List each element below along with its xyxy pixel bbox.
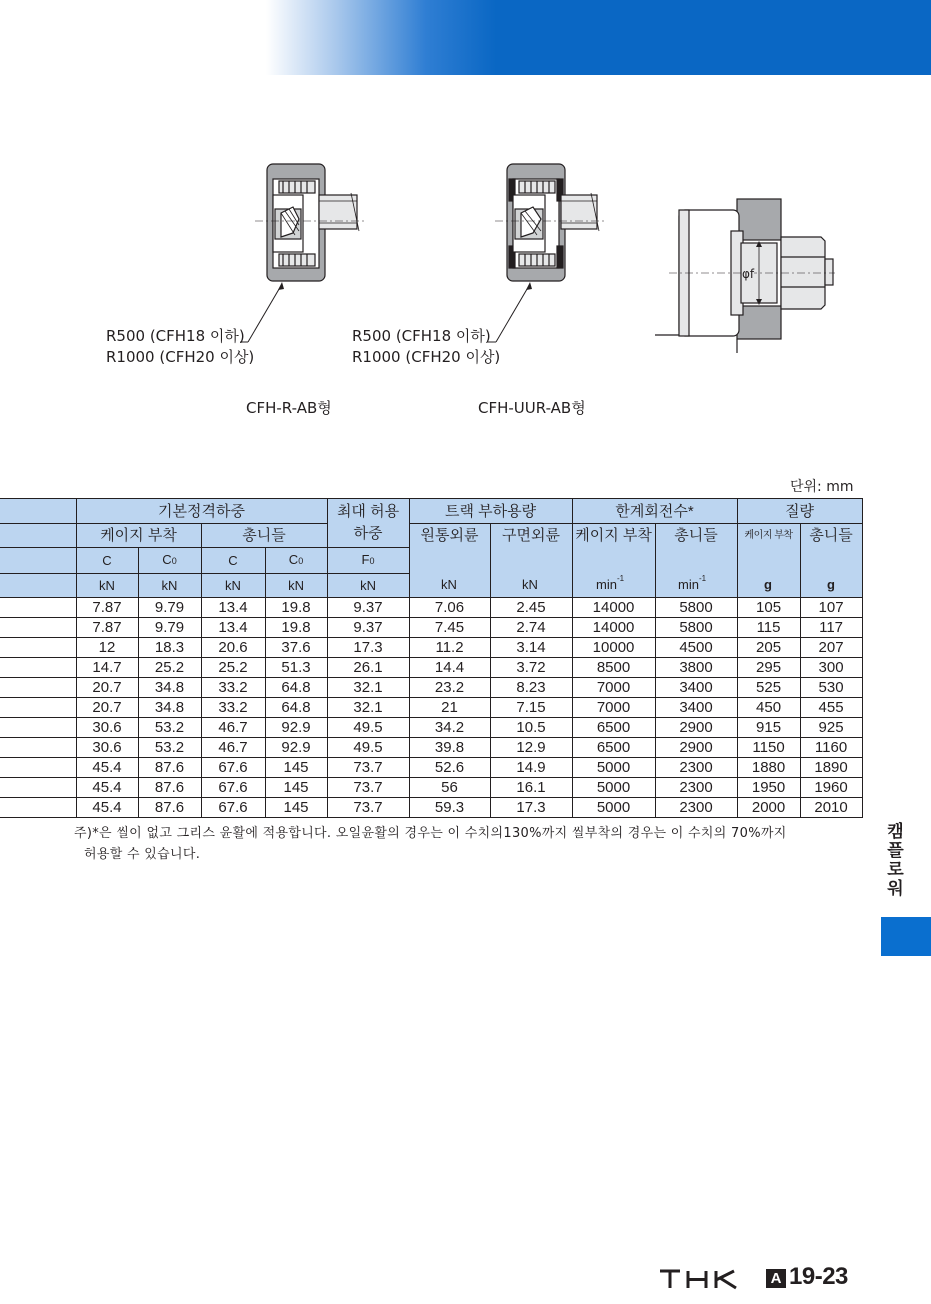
table-row bbox=[0, 698, 862, 718]
table-cell: 1950 bbox=[737, 778, 800, 798]
model-header-cell bbox=[0, 499, 76, 524]
table-cell: 53.2 bbox=[138, 738, 201, 758]
unit-kn: kN bbox=[522, 577, 538, 592]
table-cell: 2900 bbox=[655, 738, 737, 758]
spherical-header: 구면외륜 bbox=[490, 524, 572, 598]
symbol-c0-cage-sub: 0 bbox=[171, 556, 177, 566]
table-cell: 37.6 bbox=[265, 638, 327, 658]
table-cell: 295 bbox=[737, 658, 800, 678]
table-cell: 34.2 bbox=[409, 718, 490, 738]
table-cell: 32.1 bbox=[327, 698, 409, 718]
speed-full-header: 총니들 bbox=[655, 524, 737, 598]
table-cell: 8500 bbox=[572, 658, 655, 678]
row-model-cell bbox=[0, 618, 76, 638]
table-cell: 45.4 bbox=[76, 798, 138, 818]
unit-min-full bbox=[678, 574, 707, 592]
mass-cage-header: 케이지 부착 bbox=[737, 524, 800, 598]
table-cell: 51.3 bbox=[265, 658, 327, 678]
table-cell: 6500 bbox=[572, 738, 655, 758]
table-cell: 5000 bbox=[572, 798, 655, 818]
table-cell: 7.87 bbox=[76, 598, 138, 618]
table-cell: 1890 bbox=[800, 758, 862, 778]
table-cell: 1880 bbox=[737, 758, 800, 778]
table-cell: 20.7 bbox=[76, 678, 138, 698]
table-cell: 145 bbox=[265, 798, 327, 818]
table-cell: 525 bbox=[737, 678, 800, 698]
max-load-header bbox=[327, 499, 409, 548]
speed-limit-header: 한계회전수* bbox=[572, 499, 737, 524]
table-cell: 26.1 bbox=[327, 658, 409, 678]
table-cell: 115 bbox=[737, 618, 800, 638]
table-cell: 10000 bbox=[572, 638, 655, 658]
footnote-line-2: 허용할 수 있습니다. bbox=[84, 847, 201, 862]
table-cell: 14000 bbox=[572, 598, 655, 618]
table-cell: 1160 bbox=[800, 738, 862, 758]
table-cell: 2900 bbox=[655, 718, 737, 738]
symbol-c0-cage bbox=[138, 548, 201, 574]
row-model-cell bbox=[0, 718, 76, 738]
table-row bbox=[0, 638, 862, 658]
row-model-cell bbox=[0, 698, 76, 718]
symbol-c0-full-sub: 0 bbox=[298, 556, 304, 566]
table-cell: 105 bbox=[737, 598, 800, 618]
table-cell: 53.2 bbox=[138, 718, 201, 738]
table-cell: 530 bbox=[800, 678, 862, 698]
table-cell: 39.8 bbox=[409, 738, 490, 758]
symbol-f0-sub: 0 bbox=[369, 556, 375, 566]
max-load-header-line-2: 하중 bbox=[353, 525, 383, 542]
full-roller-header: 총니들 bbox=[201, 524, 327, 548]
unit-kn: kN bbox=[441, 577, 457, 592]
unit-g-full: g bbox=[827, 577, 835, 592]
table-cell: 33.2 bbox=[201, 678, 265, 698]
cfh-r-ab-drawing bbox=[255, 155, 365, 290]
table-cell: 7000 bbox=[572, 678, 655, 698]
unit-min-exp: -1 bbox=[698, 574, 707, 583]
table-cell: 46.7 bbox=[201, 738, 265, 758]
table-cell: 67.6 bbox=[201, 778, 265, 798]
table-cell: 13.4 bbox=[201, 618, 265, 638]
cage-header: 케이지 부착 bbox=[76, 524, 201, 548]
left-radius-line-1: R500 (CFH18 이하) bbox=[106, 327, 245, 345]
table-cell: 2010 bbox=[800, 798, 862, 818]
table-row bbox=[0, 678, 862, 698]
right-radius-annotation bbox=[352, 326, 500, 368]
left-radius-line-2: R1000 (CFH20 이상) bbox=[106, 348, 255, 366]
table-cell: 32.1 bbox=[327, 678, 409, 698]
table-cell: 64.8 bbox=[265, 678, 327, 698]
table-cell: 87.6 bbox=[138, 758, 201, 778]
speed-cage-header: 케이지 부착 bbox=[572, 524, 655, 598]
table-row bbox=[0, 758, 862, 778]
unit-kn: kN bbox=[138, 574, 201, 598]
table-cell: 7.45 bbox=[409, 618, 490, 638]
table-cell: 3800 bbox=[655, 658, 737, 678]
table-row bbox=[0, 778, 862, 798]
table-cell: 46.7 bbox=[201, 718, 265, 738]
table-cell: 18.3 bbox=[138, 638, 201, 658]
table-cell: 33.2 bbox=[201, 698, 265, 718]
row-model-cell bbox=[0, 758, 76, 778]
table-cell: 3.72 bbox=[490, 658, 572, 678]
table-cell: 87.6 bbox=[138, 778, 201, 798]
table-cell: 450 bbox=[737, 698, 800, 718]
table-cell: 12.9 bbox=[490, 738, 572, 758]
table-cell: 73.7 bbox=[327, 758, 409, 778]
table-cell: 19.8 bbox=[265, 598, 327, 618]
unit-min-cage bbox=[596, 574, 625, 592]
table-cell: 49.5 bbox=[327, 738, 409, 758]
table-cell: 300 bbox=[800, 658, 862, 678]
side-tab-label: 캠플로워 bbox=[883, 822, 903, 898]
table-cell: 14000 bbox=[572, 618, 655, 638]
table-cell: 455 bbox=[800, 698, 862, 718]
lower-unit-row bbox=[0, 575, 931, 597]
table-cell: 3.14 bbox=[490, 638, 572, 658]
model-header-cell bbox=[0, 548, 76, 574]
table-cell: 5000 bbox=[572, 778, 655, 798]
table-cell: 7.87 bbox=[76, 618, 138, 638]
table-row bbox=[0, 618, 862, 638]
table-cell: 14.9 bbox=[490, 758, 572, 778]
table-cell: 2000 bbox=[737, 798, 800, 818]
model-header-cell bbox=[0, 524, 76, 548]
symbol-c-cage: C bbox=[76, 548, 138, 574]
table-cell: 73.7 bbox=[327, 798, 409, 818]
table-cell: 45.4 bbox=[76, 758, 138, 778]
table-cell: 64.8 bbox=[265, 698, 327, 718]
table-cell: 30.6 bbox=[76, 718, 138, 738]
table-cell: 19.8 bbox=[265, 618, 327, 638]
footnote-line-1: 주)*은 씰이 없고 그리스 윤활에 적용합니다. 오일윤활의 경우는 이 수치의130%까지 씰부착의 경우는 이 수치의 70%까지 bbox=[74, 826, 787, 841]
table-cell: 9.79 bbox=[138, 598, 201, 618]
max-load-header-line-1: 최대 허용 bbox=[336, 503, 400, 520]
symbol-c-full: C bbox=[201, 548, 265, 574]
right-radius-line-1: R500 (CFH18 이하) bbox=[352, 327, 491, 345]
thk-logo bbox=[658, 1268, 740, 1290]
table-cell: 5000 bbox=[572, 758, 655, 778]
table-cell: 17.3 bbox=[327, 638, 409, 658]
table-cell: 1960 bbox=[800, 778, 862, 798]
table-cell: 3400 bbox=[655, 678, 737, 698]
table-cell: 21 bbox=[409, 698, 490, 718]
unit-g-cage: g bbox=[764, 577, 772, 592]
left-radius-annotation bbox=[106, 326, 254, 368]
table-cell: 2300 bbox=[655, 778, 737, 798]
table-row bbox=[0, 798, 862, 818]
table-cell: 7.06 bbox=[409, 598, 490, 618]
table-cell: 20.6 bbox=[201, 638, 265, 658]
table-cell: 7.15 bbox=[490, 698, 572, 718]
table-cell: 45.4 bbox=[76, 778, 138, 798]
spec-table-body bbox=[0, 598, 862, 818]
table-cell: 34.8 bbox=[138, 698, 201, 718]
table-cell: 34.8 bbox=[138, 678, 201, 698]
mount-diameter-label: φf bbox=[742, 264, 754, 285]
table-cell: 915 bbox=[737, 718, 800, 738]
right-type-caption: CFH-UUR-AB형 bbox=[478, 399, 586, 417]
symbol-c0-full-base: C bbox=[288, 552, 299, 567]
table-cell: 145 bbox=[265, 758, 327, 778]
basic-load-header: 기본정격하중 bbox=[76, 499, 327, 524]
table-row bbox=[0, 718, 862, 738]
unit-kn: kN bbox=[76, 574, 138, 598]
symbol-c0-cage-base: C bbox=[162, 552, 172, 567]
table-cell: 49.5 bbox=[327, 718, 409, 738]
unit-min-base: min bbox=[596, 577, 617, 592]
table-cell: 17.3 bbox=[490, 798, 572, 818]
row-model-cell bbox=[0, 798, 76, 818]
track-load-header: 트랙 부하용량 bbox=[409, 499, 572, 524]
table-cell: 107 bbox=[800, 598, 862, 618]
table-cell: 59.3 bbox=[409, 798, 490, 818]
table-cell: 67.6 bbox=[201, 798, 265, 818]
cfh-uur-ab-drawing bbox=[495, 155, 605, 290]
side-tab-marker[interactable] bbox=[881, 917, 931, 956]
right-radius-line-2: R1000 (CFH20 이상) bbox=[352, 348, 501, 366]
table-cell: 87.6 bbox=[138, 798, 201, 818]
table-cell: 14.7 bbox=[76, 658, 138, 678]
top-accent-bar bbox=[266, 0, 931, 75]
table-cell: 2300 bbox=[655, 758, 737, 778]
table-cell: 14.4 bbox=[409, 658, 490, 678]
table-cell: 925 bbox=[800, 718, 862, 738]
table-cell: 11.2 bbox=[409, 638, 490, 658]
table-cell: 6500 bbox=[572, 718, 655, 738]
unit-kn: kN bbox=[327, 574, 409, 598]
table-cell: 2.45 bbox=[490, 598, 572, 618]
table-cell: 25.2 bbox=[201, 658, 265, 678]
footnote bbox=[74, 823, 864, 865]
cylindrical-header: 원통외륜 bbox=[409, 524, 490, 598]
table-cell: 16.1 bbox=[490, 778, 572, 798]
table-cell: 5800 bbox=[655, 598, 737, 618]
unit-min-exp: -1 bbox=[616, 574, 625, 583]
section-letter-badge: A bbox=[766, 1269, 786, 1288]
table-cell: 3400 bbox=[655, 698, 737, 718]
row-model-cell bbox=[0, 738, 76, 758]
row-model-cell bbox=[0, 638, 76, 658]
symbol-f0-base: F bbox=[361, 552, 370, 567]
table-cell: 9.79 bbox=[138, 618, 201, 638]
table-cell: 117 bbox=[800, 618, 862, 638]
table-cell: 92.9 bbox=[265, 738, 327, 758]
table-cell: 23.2 bbox=[409, 678, 490, 698]
table-cell: 9.37 bbox=[327, 618, 409, 638]
table-cell: 10.5 bbox=[490, 718, 572, 738]
page-number: 19-23 bbox=[789, 1263, 848, 1290]
table-cell: 12 bbox=[76, 638, 138, 658]
mass-header: 질량 bbox=[737, 499, 862, 524]
mass-full-header: 총니들 bbox=[800, 524, 862, 598]
table-cell: 1150 bbox=[737, 738, 800, 758]
unit-kn: kN bbox=[201, 574, 265, 598]
symbol-f0 bbox=[327, 548, 409, 574]
row-model-cell bbox=[0, 598, 76, 618]
table-cell: 25.2 bbox=[138, 658, 201, 678]
table-cell: 145 bbox=[265, 778, 327, 798]
table-row bbox=[0, 738, 862, 758]
unit-min-base: min bbox=[678, 577, 699, 592]
table-cell: 2.74 bbox=[490, 618, 572, 638]
table-cell: 7000 bbox=[572, 698, 655, 718]
table-cell: 8.23 bbox=[490, 678, 572, 698]
unit-kn: kN bbox=[265, 574, 327, 598]
table-cell: 5800 bbox=[655, 618, 737, 638]
table-cell: 92.9 bbox=[265, 718, 327, 738]
table-cell: 52.6 bbox=[409, 758, 490, 778]
row-model-cell bbox=[0, 778, 76, 798]
table-cell: 207 bbox=[800, 638, 862, 658]
row-model-cell bbox=[0, 658, 76, 678]
unit-label: 단위: mm bbox=[790, 479, 854, 495]
table-cell: 67.6 bbox=[201, 758, 265, 778]
table-row bbox=[0, 598, 862, 618]
table-cell: 73.7 bbox=[327, 778, 409, 798]
row-model-cell bbox=[0, 678, 76, 698]
symbol-c0-full bbox=[265, 548, 327, 574]
table-cell: 56 bbox=[409, 778, 490, 798]
spec-table bbox=[0, 498, 863, 818]
table-cell: 13.4 bbox=[201, 598, 265, 618]
table-cell: 20.7 bbox=[76, 698, 138, 718]
left-type-caption: CFH-R-AB형 bbox=[246, 399, 332, 417]
table-cell: 9.37 bbox=[327, 598, 409, 618]
table-cell: 205 bbox=[737, 638, 800, 658]
table-cell: 2300 bbox=[655, 798, 737, 818]
table-cell: 30.6 bbox=[76, 738, 138, 758]
table-row bbox=[0, 658, 862, 678]
table-cell: 4500 bbox=[655, 638, 737, 658]
